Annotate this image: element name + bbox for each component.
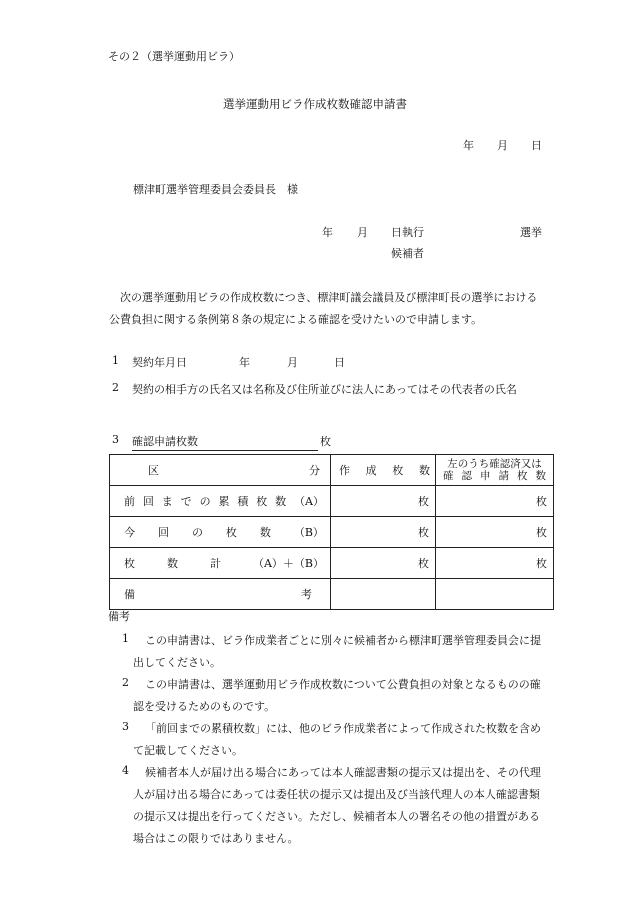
unit-label: 枚: [418, 557, 429, 570]
body-line-2: 公費負担に関する条例第８条の規定による確認を受けたいので申請します。: [109, 313, 483, 326]
table-row-current: [110, 517, 554, 548]
note-line: 候補者本人が届け出る場合にあっては本人確認書類の提示又は提出を、その代理: [145, 766, 541, 779]
confirmed-count-cell[interactable]: [436, 517, 554, 548]
remarks-cell[interactable]: [436, 579, 554, 610]
confirmed-count-cell[interactable]: [436, 486, 554, 517]
body-line-1: 次の選挙運動用ビラの作成枚数につき、標津町議会議員及び標津町長の選挙における: [120, 291, 538, 304]
note-line: この申請書は、選挙運動用ビラ作成枚数について公費負担の対象となるものの確: [145, 678, 541, 691]
note-line: の提示又は提出を行ってください。ただし、候補者本人の署名その他の措置がある: [133, 810, 540, 823]
date-day: 日: [531, 139, 542, 152]
unit-label: 枚: [418, 526, 429, 539]
remarks-cell[interactable]: [331, 579, 436, 610]
header-confirmed-char: 確: [443, 470, 454, 482]
notes-title: 備考: [108, 610, 130, 623]
header-made-char: 成: [365, 464, 377, 477]
row-label-char: 回: [157, 526, 169, 539]
row-label: [110, 548, 331, 579]
row-label-char: （B）: [293, 526, 324, 539]
count-table: [109, 454, 554, 610]
row-label-char: で: [180, 495, 192, 508]
header-confirmed-char: 数: [535, 470, 546, 482]
unit-label: 枚: [536, 495, 547, 508]
note-line: 場合はこの限りではありません。: [133, 832, 299, 845]
addressee: 標津町選挙管理委員会委員長 様: [133, 183, 298, 196]
row-label-char: 累: [218, 495, 230, 508]
header-confirmed-line-2: [440, 470, 549, 482]
row-label-char: の: [199, 495, 211, 508]
header-division: [110, 455, 331, 486]
table-header-row: [110, 455, 554, 486]
item-2-number: 2: [112, 381, 119, 394]
contract-month: 月: [287, 356, 298, 369]
item-3-label: 確認申請枚数: [132, 433, 318, 451]
form-section-label: その２（選挙運動用ビラ）: [108, 50, 240, 63]
unit-label: 枚: [536, 557, 547, 570]
header-confirmed-char: 認: [461, 470, 472, 482]
candidate-label: 候補者: [391, 247, 424, 260]
table-row-remarks: [110, 579, 554, 610]
made-count-cell[interactable]: [331, 486, 436, 517]
item-3-unit: 枚: [320, 435, 331, 448]
header-confirmed-char: 請: [498, 470, 509, 482]
election-month: 月: [357, 226, 368, 239]
row-label-char: 積: [237, 495, 249, 508]
document-title: 選挙運動用ビラ作成枚数確認申請書: [223, 97, 407, 111]
header-made-count: [331, 455, 436, 486]
made-count-cell[interactable]: [331, 517, 436, 548]
note-line: て記載してください。: [133, 744, 243, 757]
row-label-char: 回: [142, 495, 154, 508]
row-label-char: の: [191, 526, 203, 539]
date-year: 年: [463, 139, 474, 152]
date-month: 月: [497, 139, 508, 152]
row-label-char: 枚: [225, 526, 237, 539]
header-made-char: 数: [418, 464, 430, 477]
note-line: 「前回までの累積枚数」には、他のビラ作成業者によって作成された枚数を含め: [145, 722, 541, 735]
header-made-char: 枚: [392, 464, 404, 477]
row-label-char: ま: [161, 495, 173, 508]
row-label: [110, 517, 331, 548]
made-count-cell[interactable]: [331, 548, 436, 579]
row-label-char: （A）: [294, 495, 324, 508]
header-confirmed-count: [436, 455, 554, 486]
unit-label: 枚: [418, 495, 429, 508]
election-label: 選挙: [520, 226, 542, 239]
item-1-number: 1: [112, 354, 119, 367]
header-confirmed-char: 申: [480, 470, 491, 482]
header-made-char: 作: [339, 464, 350, 477]
item-2-label: 契約の相手方の氏名又は名称及び住所並びに法人にあってはその代表者の氏名: [132, 383, 517, 396]
note-line: 出してください。: [133, 656, 221, 669]
note-line: この申請書は、ビラ作成業者ごとに別々に候補者から標津町選挙管理委員会に提: [145, 634, 541, 647]
row-label-char: 備: [124, 588, 135, 601]
contract-day: 日: [334, 356, 345, 369]
row-label-char: （A）＋（B）: [252, 557, 324, 570]
row-label-char: 考: [301, 588, 312, 601]
item-3-number: 3: [112, 433, 119, 446]
note-number: 3: [122, 720, 129, 733]
election-day-exec: 日執行: [391, 226, 424, 239]
table-row-previous-total: [110, 486, 554, 517]
header-confirmed-line-1: 左のうち確認済又は: [447, 458, 542, 470]
note-line: 認を受けるためのものです。: [133, 700, 276, 713]
confirmed-count-cell[interactable]: [436, 548, 554, 579]
table-row-total: [110, 548, 554, 579]
item-1-label: 契約年月日: [132, 356, 187, 369]
unit-label: 枚: [536, 526, 547, 539]
row-label-char: 今: [124, 526, 135, 539]
note-number: 2: [122, 676, 129, 689]
row-label: [110, 486, 331, 517]
note-number: 1: [122, 632, 129, 645]
row-label-char: 前: [124, 495, 135, 508]
header-division-char: 区: [148, 464, 159, 477]
note-number: 4: [122, 764, 129, 777]
row-label: [110, 579, 331, 610]
header-division-char: 分: [309, 464, 320, 477]
note-line: 人が届け出る場合にあっては委任状の提示又は提出及び当該代理人の本人確認書類: [133, 788, 540, 801]
row-label-char: 数: [259, 526, 271, 539]
row-label-char: 計: [209, 557, 221, 570]
election-year: 年: [322, 226, 333, 239]
header-confirmed-char: 枚: [517, 470, 528, 482]
row-label-char: 数: [166, 557, 178, 570]
contract-year: 年: [239, 356, 250, 369]
row-label-char: 枚: [124, 557, 135, 570]
row-label-char: 枚: [256, 495, 268, 508]
row-label-char: 数: [275, 495, 287, 508]
